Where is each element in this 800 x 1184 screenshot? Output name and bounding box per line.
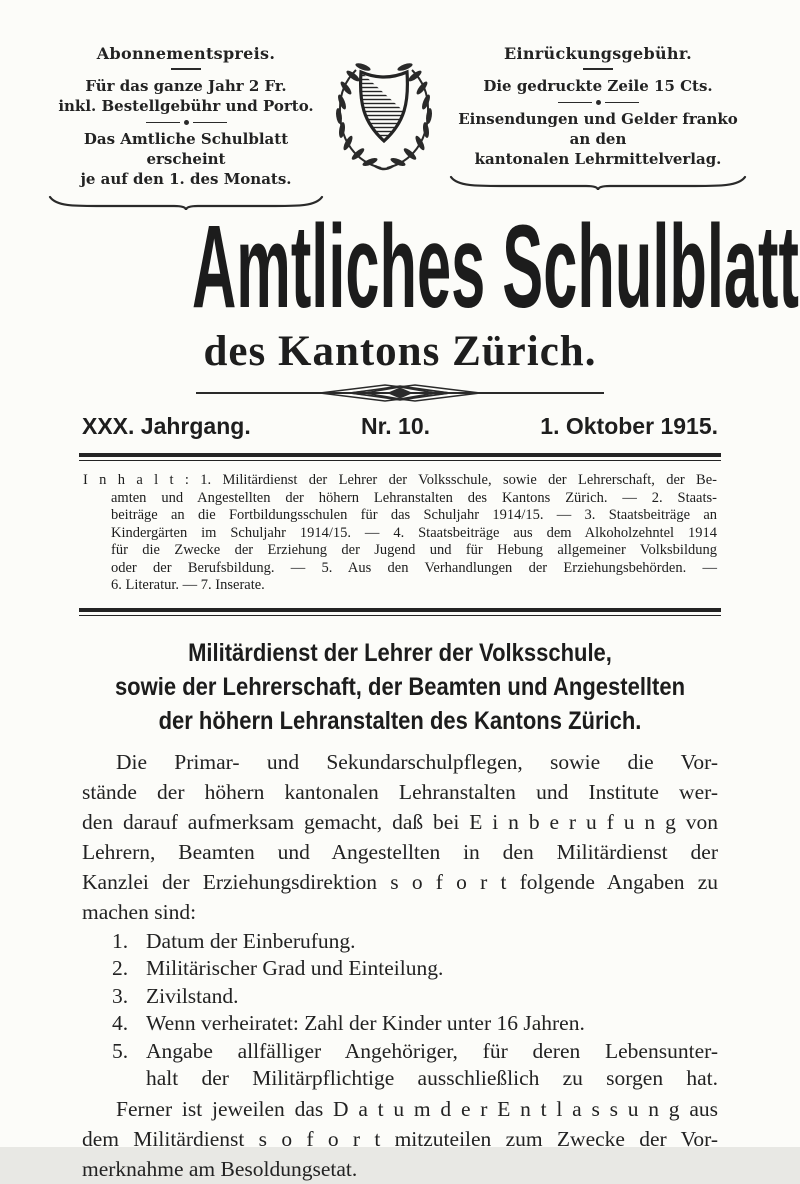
article-paragraph-1	[82, 747, 718, 927]
list-item	[82, 955, 718, 983]
list-item	[82, 928, 718, 956]
list-item-number: 2.	[112, 956, 129, 980]
short-rule-divider	[583, 68, 613, 70]
toc-line: oder der Berufsbildung. — 5. Aus den Verhandlungen der Erziehungsbehörden. —	[111, 559, 717, 576]
issue-info-row	[82, 413, 718, 440]
diamond-chain-ornament	[190, 381, 610, 405]
list-item-text: Zivilstand.	[146, 983, 239, 1008]
list-item	[82, 1010, 718, 1038]
list-item-text: Angabe allfälliger Angehöriger, für deren Lebensunter-	[146, 1038, 718, 1063]
list-item	[82, 1065, 718, 1093]
short-rule-divider	[171, 68, 201, 70]
table-of-contents	[83, 472, 717, 595]
dash-dot-divider	[443, 100, 753, 105]
insertion-fee-line: an den	[569, 130, 627, 148]
paragraph-line: stände der höhern kantonalen Lehranstalten und Institute wer-	[82, 779, 718, 804]
paragraph-line: machen sind:	[82, 899, 197, 924]
article	[0, 636, 800, 1184]
list-item-number: 4.	[112, 1011, 129, 1035]
zurich-shield	[353, 72, 409, 142]
insertion-fee-line: Die gedruckte Zeile 15 Cts.	[483, 77, 713, 95]
volume-label: XXX. Jahrgang.	[82, 413, 251, 439]
insertion-fee-line: Einsendungen und Gelder franko	[458, 110, 738, 128]
paragraph-line: Lehrern, Beamten und Angestellten in den Militärdienst der	[82, 839, 718, 864]
double-rule-bottom	[79, 608, 721, 616]
paragraph-line: merknahme am Besoldungsetat.	[82, 1156, 358, 1181]
list-item-text: Militärischer Grad und Einteilung.	[146, 956, 444, 980]
subscription-line: Für das ganze Jahr 2 Fr.	[85, 77, 287, 95]
article-heading	[0, 636, 800, 738]
paragraph-line: Die Primar- und Sekundarschulpflegen, sowie die Vor-	[116, 749, 718, 774]
toc-line: 6. Literatur. — 7. Inserate.	[111, 577, 265, 593]
subscription-line: inkl. Bestellgebühr und Porto.	[58, 97, 314, 115]
list-item-text: halt der Militärpflichtige ausschließlich zu sorgen hat.	[146, 1066, 718, 1090]
numbered-list	[82, 928, 718, 1093]
toc-line: beiträge an die Fortbildungsschulen für das Schuljahr 1914/15. — 3. Staatsbeiträge an	[111, 507, 717, 523]
paragraph-line: Ferner ist jeweilen das D a t u m d e r E n t l a s s u n g aus	[116, 1096, 718, 1121]
article-heading-line: sowie der Lehrerschaft, der Beamten und Angestellten	[114, 672, 686, 701]
insertion-fee-line: kantonalen Lehrmittelverlag.	[474, 150, 722, 168]
issue-number: Nr. 10.	[360, 413, 431, 439]
paragraph-line: Kanzlei der Erziehungsdirektion s o f o r t folgende Angaben zu	[82, 869, 718, 894]
list-item	[82, 983, 718, 1011]
article-heading-line: der höhern Lehranstalten des Kantons Zürich.	[158, 706, 642, 735]
subscription-price-block	[47, 44, 325, 211]
list-item-text: Datum der Einberufung.	[146, 928, 356, 953]
issue-date: 1. Oktober 1915.	[540, 413, 718, 439]
list-item-text: Wenn verheiratet: Zahl der Kinder unter 16 Jahren.	[146, 1011, 585, 1035]
double-rule-top	[79, 453, 721, 461]
dash-dot-divider	[47, 120, 325, 125]
paragraph-line: den darauf aufmerksam gemacht, daß bei E i n b e r u f u n g von	[82, 809, 718, 834]
list-item	[82, 1038, 718, 1066]
masthead-subtitle: des Kantons Zürich.	[203, 328, 597, 375]
subscription-line: je auf den 1. des Monats.	[80, 170, 292, 188]
toc-line: für die Zwecke der Erziehung der Jugend und für Hebung allgemeiner Volksbildung	[111, 542, 717, 558]
subscription-line: Das Amtliche Schulblatt erscheint	[83, 130, 289, 168]
list-item-number: 3.	[112, 983, 129, 1008]
list-item-number: 1.	[112, 928, 129, 953]
subscription-title: Abonnementspreis.	[96, 44, 276, 63]
underbrace-ornament	[448, 175, 748, 191]
toc-line: Kindergärten im Schuljahr 1914/15. — 4. Staatsbeiträge aus dem Alkoholzehntel 1914	[111, 524, 717, 541]
toc-line: I n h a l t : 1. Militärdienst der Lehrer der Volksschule, sowie der Lehrerschaft, der Be-	[83, 472, 717, 488]
list-item-number	[112, 1065, 146, 1093]
masthead-top-row	[47, 44, 753, 211]
paragraph-line: dem Militärdienst s o f o r t mitzuteilen zum Zwecke der Vor-	[82, 1126, 718, 1151]
article-paragraph-2	[82, 1094, 718, 1184]
zurich-coat-of-arms	[325, 50, 443, 178]
insertion-fee-block	[443, 44, 753, 191]
toc-line: amten und Angestellten der höhern Lehranstalten des Kantons Zürich. — 2. Staats-	[111, 489, 717, 506]
list-item-number: 5.	[112, 1038, 129, 1063]
insertion-fee-title: Einrückungsgebühr.	[503, 44, 692, 63]
masthead-title: Amtliches Schulblatt	[192, 201, 799, 333]
article-heading-line: Militärdienst der Lehrer der Volksschule,	[188, 638, 612, 667]
